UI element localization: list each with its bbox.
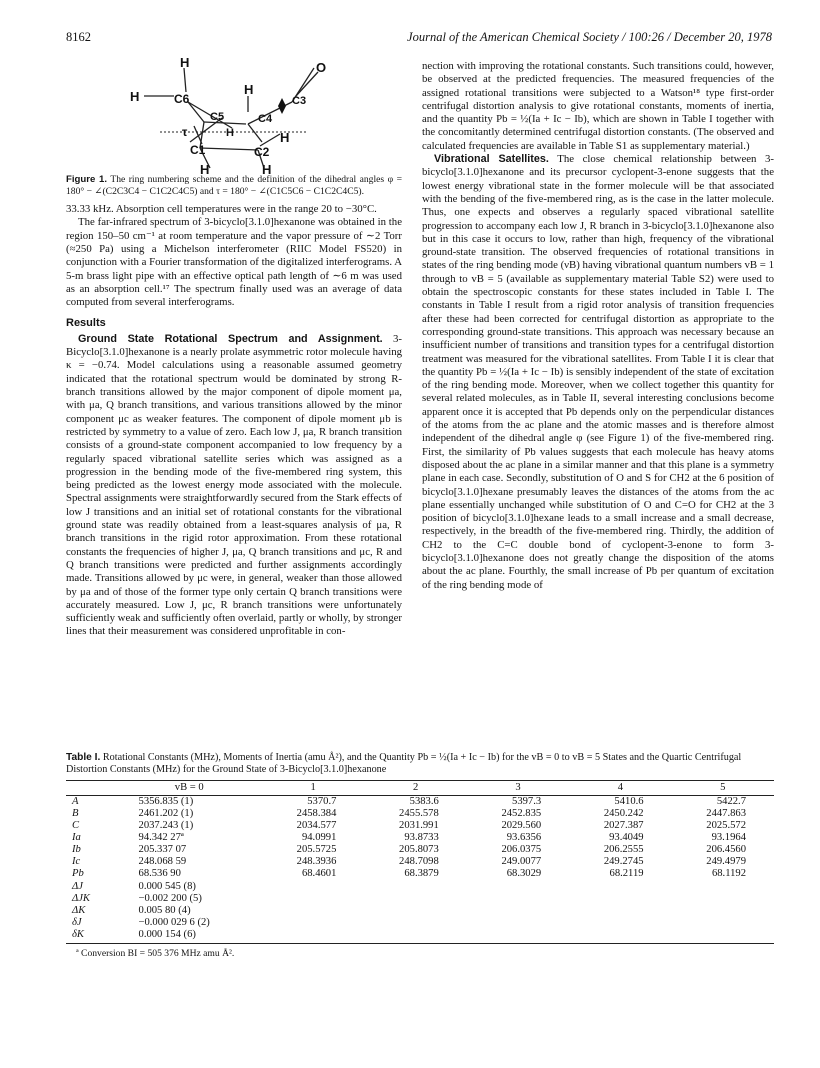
section-heading-results: Results (66, 316, 106, 329)
table-row (66, 844, 774, 856)
table-cell: 2447.863 (706, 808, 746, 819)
quantity-symbol: Ic (72, 856, 81, 868)
atom-label: C2 (254, 145, 270, 159)
right-column (422, 60, 774, 592)
table-cell: 2037.243 (1) (138, 820, 194, 832)
column-header: 2 (364, 780, 466, 795)
figure-label: Figure 1. (66, 174, 108, 185)
table-cell: 248.068 59 (138, 856, 187, 868)
figure-caption (66, 174, 402, 197)
atom-label: C6 (174, 92, 190, 106)
quantity-symbol: B (72, 808, 79, 819)
table-cell: 206.4560 (706, 844, 746, 856)
table-cell: −0.002 200 (5) (138, 892, 202, 904)
table-cell: 2458.384 (296, 808, 337, 819)
table-cell (569, 929, 671, 944)
table-cell: 5410.6 (614, 795, 644, 807)
table-cell (672, 893, 774, 905)
left-column (66, 56, 402, 639)
table-cell: 0.000 154 (6) (117, 929, 262, 944)
quantity-symbol: C (72, 820, 80, 832)
table-cell (262, 905, 364, 917)
quantity-symbol: ΔJK (72, 892, 90, 904)
figure-caption-text: The ring numbering scheme and the definition of the dihedral angles φ = 180° − ∠(C2C3C4 − C1C2C4C5) and τ = 180° − ∠(C1C5C6 − C1C2C4C5). (66, 174, 402, 197)
table-cell (364, 917, 466, 929)
table-cell: −0.000 029 6 (2) (138, 916, 210, 928)
table-cell: 249.2745 (603, 856, 644, 868)
table-cell: 94.0991 (301, 832, 337, 844)
ring-structure-diagram (130, 56, 340, 174)
table-cell (467, 917, 569, 929)
table-cell: 5397.3 (512, 795, 542, 807)
column-header: 4 (569, 780, 671, 795)
atom-label: τ (182, 125, 188, 139)
paragraph-vibrational-text: The close chemical relationship between 3-bicyclo[3.1.0]hexanone and its precursor cyclopent-3-enone suggests that the lowest energy vibrational state in the former molecule will be that associated with the bending of the five-membered ring, as is the case in the latter molecule. Thus, one expects and observes a regularly spaced vibrational satellite progression to accompany each low J, R branch in 3-bicyclo[3.1.0]hexanone also but in this case it occurs to low, rather than high, frequency of the vibrational ground-state transition. The observed frequencies of rotational transitions in states of the ring bending mode (νB) having vibrational quantum numbers vB = 1 through to vB = 5 (available as supplementary material Table S2) were used to obtain the spectroscopic constants for these states included in Table I. The constants in Table I result from a rigid rotor analysis of transition frequencies after these had been corrected for centrifugal distortion as appropriate to the corresponding ground-state transitions. This approach was necessary because an insufficient number of transitions and transition types for a centrifugal distortion treatment was measured for the vibrational satellites. From Table I it is clear that the quantity Pb = ½(Ia + Ic − Ib) is sensibly independent of the state of excitation of the ring bending mode. Moreover, when we collect together this quantity for several related molecules, as in Table II, several interesting conclusions become apparent once it is accepted that Pb depends only on the perpendicular distances of the atoms from the ac plane and the atomic masses and is therefore almost independent of the dihedral angle φ (see Figure 1) of the five-membered ring. First, the similarity of Pb values suggests that each molecule has heavy atoms disposed about the ac plane in a similar manner and that this plane is a symmetry plane in each case. Secondly, substitution of O and S for CH2 at the 6 position of bicyclo[3.1.0]hexane presumably leaves the distances of the atoms from the ac plane essentially unchanged while substitution of O and C=O for CH2 at the 3 position of bicyclo[3.1.0]hexane leads to a small increase and a small decrease, respectively, in the breadth of the five-membered ring. Thirdly, the addition of CH2 to the C=C double bond of cyclopent-3-enone to form 3-bicyclo[3.1.0]hexanone does not greatly change the disposition of the atoms about the ac plane. Fourthly, the small increase of Pb per quantum of excitation of the ring bending mode of (422, 153, 775, 591)
table-cell (364, 893, 466, 905)
table-row (66, 893, 774, 905)
column-header (66, 780, 117, 795)
table-cell: 0.000 545 (8) (138, 880, 196, 892)
table-header-row (66, 780, 774, 795)
table-1 (66, 752, 774, 959)
table-cell: 5356.835 (1) (138, 795, 194, 807)
atom-label: C4 (258, 113, 273, 125)
running-header (66, 30, 772, 48)
table-cell: 5422.7 (716, 795, 746, 807)
runin-heading-vibrational: Vibrational Satellites. (434, 153, 549, 166)
table-cell: 68.2119 (609, 868, 644, 880)
table-body (66, 795, 774, 943)
atom-label: H (130, 89, 140, 104)
table-cell (364, 929, 466, 944)
atom-label: O (316, 60, 327, 75)
table-caption-text: Rotational Constants (MHz), Moments of Inertia (amu Å²), and the Quantity Pb = ½(Ia + Ic − Ib) for the vB = 0 to vB = 5 States and the Quartic Centrifugal Distortion Constants (MHz) for the Ground State of 3-Bicyclo[3.1.0]hexanone (66, 752, 742, 776)
table-cell (262, 893, 364, 905)
atom-label: H (280, 130, 290, 145)
table-cell: 93.8733 (404, 832, 439, 844)
table-cell (467, 881, 569, 893)
table-row (66, 808, 774, 820)
table-cell (672, 905, 774, 917)
page-number: 8162 (66, 30, 91, 44)
table-cell: 206.0375 (501, 844, 542, 856)
column-header: vB = 0 (117, 780, 262, 795)
table-caption (66, 752, 774, 777)
atom-label: H (244, 82, 254, 97)
journal-citation: Journal of the American Chemical Society / 100:26 / December 20, 1978 (407, 30, 772, 44)
table-cell: 2455.578 (399, 808, 439, 819)
table-cell: 205.337 07 (138, 844, 187, 856)
table-cell: 0.005 80 (4) (138, 904, 191, 916)
table-cell (672, 917, 774, 929)
table-cell: 94.342 27ª (138, 832, 184, 844)
table-row (66, 905, 774, 917)
quantity-symbol: Pb (72, 868, 84, 880)
quantity-symbol: δK (66, 929, 117, 944)
paragraph-rotational-continued: nection with improving the rotational constants. Such transitions could, however, be observed at the predicted frequencies. The measured frequencies of the assigned rotational transitions were subjected to a Watson¹⁸ type first-order centrifugal distortion analysis to give rotational constants, moments of inertia, and the quantity Pb = ½(Ia + Ic − Ib), which are shown in Table I together with the concomitantly determined centrifugal distortion constants. (The observed and calculated frequencies are available in Table S1 as supplementary material.) (422, 60, 774, 152)
table-row (66, 856, 774, 868)
table-row (66, 795, 774, 808)
table-row (66, 832, 774, 844)
quantity-symbol: δJ (72, 916, 82, 928)
table-cell: 2034.577 (296, 820, 337, 832)
table-cell (569, 881, 671, 893)
table-cell (262, 881, 364, 893)
table-cell (467, 929, 569, 944)
table-cell: 2025.572 (706, 820, 746, 832)
table-cell (569, 905, 671, 917)
table-cell: 2452.835 (501, 808, 542, 819)
paragraph-ground-state (66, 333, 402, 639)
table-cell (262, 929, 364, 944)
table-cell: 2029.560 (501, 820, 542, 832)
table-cell: 248.7098 (399, 856, 439, 868)
table-row (66, 868, 774, 880)
quantity-symbol: ΔJ (72, 880, 83, 892)
table-cell: 68.3029 (506, 868, 542, 880)
table-cell (672, 881, 774, 893)
paragraph-far-infrared: The far-infrared spectrum of 3-bicyclo[3.1.0]hexanone was obtained in the region 150–50 cm⁻¹ at room temperature and the vapor pressure of ∼2 Torr (≈250 Pa) using a Michelson interferometer (RIIC Model FS520) in conjunction with a Fourier transformation of the digitalized interferograms. A 5-m brass light pipe with an effective optical path length of ∼6 m was used as an absorption cell.¹⁷ The spectrum finally used was an average of data computed from several interferograms. (66, 216, 402, 309)
table-cell: 93.1964 (711, 832, 746, 844)
table-cell: 206.2555 (603, 844, 644, 856)
runin-heading-ground-state: Ground State Rotational Spectrum and Assignment. (78, 332, 383, 345)
table-cell: 93.6356 (506, 832, 542, 844)
quantity-symbol: A (72, 795, 79, 807)
table-cell: 249.0077 (501, 856, 542, 868)
table-cell: 2031.991 (399, 820, 439, 832)
atom-label: C5 (210, 111, 225, 123)
table-cell (467, 905, 569, 917)
table-cell: 5370.7 (307, 795, 337, 807)
constants-table (66, 780, 774, 944)
column-header: 1 (262, 780, 364, 795)
atom-label: C1 (190, 143, 206, 157)
table-row (66, 820, 774, 832)
table-cell: 249.4979 (706, 856, 746, 868)
column-header: 3 (467, 780, 569, 795)
table-cell (364, 881, 466, 893)
quantity-symbol: Ib (72, 844, 81, 856)
table-row (66, 929, 774, 944)
table-cell: 93.4049 (609, 832, 644, 844)
column-header: 5 (672, 780, 774, 795)
paragraph-continued: 33.33 kHz. Absorption cell temperatures were in the range 20 to −30°C. (66, 203, 377, 216)
table-row (66, 881, 774, 893)
table-cell (672, 929, 774, 944)
table-row (66, 917, 774, 929)
quantity-symbol: Ia (72, 832, 81, 844)
table-footnote: ª Conversion BI = 505 376 MHz amu Å². (76, 948, 235, 960)
table-cell: 68.4601 (301, 868, 337, 880)
atom-label: H (262, 162, 272, 174)
table-label: Table I. (66, 752, 101, 763)
table-cell (262, 917, 364, 929)
phi-angle-marker (278, 98, 286, 114)
table-cell (364, 905, 466, 917)
paragraph-ground-state-text: 3-Bicyclo[3.1.0]hexanone is a nearly prolate asymmetric rotor molecule having κ = −0.74. Model calculations using a reasonable assumed geometry indicated that the rotational spectrum would be dominated by strong R-branch transitions allowed by the major component of dipole moment μa, with μa, Q branch transitions, and various transitions allowed by the minor component μc as weaker features. The component of dipole moment μb is restricted by symmetry to a value of zero. Each low J, μa, R branch transition consists of a ground-state component accompanied to low frequency by a regularly spaced vibrational satellite series which was assigned as a progression in the bending mode of the five-membered ring system, this being predicted as the lowest energy mode associated with the molecule. Spectral assignments were straightforwardly secured from the Stark effects of low J transitions and an initial set of rotational constants for the vibrational ground state was readily obtained from a least-squares analysis of μa, R branch transitions in the rigid rotor approximation. From these rotational constants the frequencies of higher J, μa, Q branch transitions and μc, R and Q branch transitions were predicted and further assignments accordingly made. Transitions allowed by μc were, in general, weaker than those allowed by μa and of those of the former type only certain Q branch transitions were accurately measured. Low J, μc, R branch transitions were unfortunately sufficiently weak and sufficiently often overlaid, partly or wholly, by stronger lines that their measurement was considered unprofitable in con- (66, 332, 402, 638)
table-cell: 68.1192 (711, 868, 746, 880)
table-cell: 2027.387 (603, 820, 644, 832)
atom-label: H (180, 56, 190, 70)
atom-label: C3 (292, 95, 307, 107)
table-cell (569, 893, 671, 905)
table-cell: 205.8073 (399, 844, 439, 856)
table-cell: 68.536 90 (138, 868, 181, 880)
table-cell: 2461.202 (1) (138, 808, 194, 819)
atom-label: H (226, 127, 234, 139)
atom-label: H (200, 162, 210, 174)
table-cell: 68.3879 (404, 868, 439, 880)
figure-1 (66, 56, 402, 174)
quantity-symbol: ΔK (72, 904, 86, 916)
paragraph-vibrational-satellites (422, 153, 774, 592)
table-cell: 2450.242 (603, 808, 644, 819)
table-cell: 205.5725 (296, 844, 337, 856)
table-cell (467, 893, 569, 905)
table-cell: 248.3936 (296, 856, 337, 868)
table-cell (569, 917, 671, 929)
table-cell: 5383.6 (409, 795, 439, 807)
